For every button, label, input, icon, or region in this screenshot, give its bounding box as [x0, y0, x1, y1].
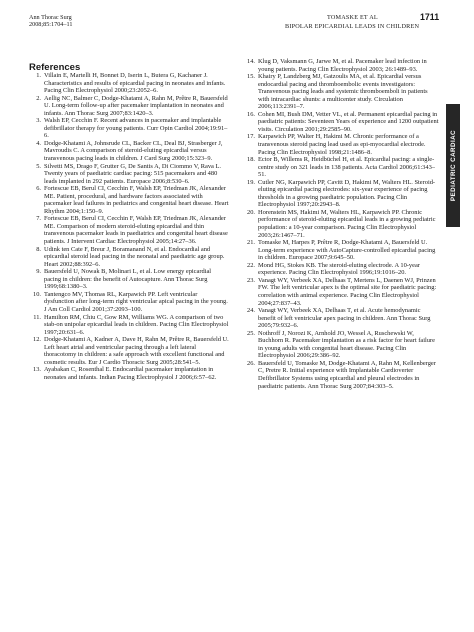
reference-item [29, 95, 229, 118]
running-title: BIPOLAR EPICARDIAL LEADS IN CHILDREN [285, 23, 420, 30]
reference-number: 8. [36, 245, 41, 253]
reference-number: 1. [36, 72, 41, 79]
reference-item [29, 140, 229, 163]
reference-text: Tomaske M, Harpes P, Prêtre R, Dodge-Khatami A, Bauersfeld U. Long-term experience with AutoCapture-controlled epicardial pacing in children. Europace 2007;9:645–50. [258, 239, 436, 262]
reference-text: Bauersfeld U, Nowak B, Molinari L, et al. Low energy epicardial pacing in children: the benefit of Autocapture. Ann Thorac Surg 1999;68:1380–3. [44, 268, 212, 291]
reference-number: 22. [247, 261, 255, 269]
reference-item [243, 360, 439, 390]
reference-item [243, 209, 439, 239]
reference-number: 9. [36, 268, 41, 276]
reference-text: Fortescue EB, Berul CI, Cecchin F, Walsh EP, Triedman JK, Alexander ME. Comparison of modern steroid-eluting epicardial and thin transvenous pacemaker leads in paediatrics and congenital heart disease patients. J Intervent Cardiac Electrophysiol 2005;14:27–36. [44, 215, 228, 246]
reference-text: Klug D, Vaksmann G, Jarwe M, et al. Pacemaker lead infection in young patients. Pacing Clin Electrophysiol 2003; 26:1489–93. [258, 58, 427, 73]
reference-item [29, 185, 229, 215]
reference-item [29, 246, 229, 269]
reference-number: 15. [247, 73, 255, 81]
reference-number: 18. [247, 156, 255, 164]
reference-text: Khairy P, Landzberg MJ, Gatzoulis MA, et al. Epicardial versus endocardial pacing and thromboembolic events investigators: Transvenous pacing leads and systemic thromboemboli in patients with intracardiac shunts: a multicenter study. Circulation 2006;113:2391–7. [258, 73, 428, 111]
reference-item [29, 215, 229, 245]
section-side-tab [446, 104, 460, 227]
reference-number: 19. [247, 178, 255, 186]
reference-text: Tantengco MV, Thomas RL, Karpawich PP. Left ventricular dysfunction after long-term right ventricular apical pacing in the young. J Am Coll Cardiol 2001;37:2093–100. [44, 290, 228, 313]
reference-text: Vanagt WY, Verbeek XA, Delhaas T, et al. Acute hemodynamic benefit of left ventricular apex pacing in children. Ann Thorac Surg 2005;79:932–6. [258, 307, 431, 330]
reference-text: Walsh EP, Cecchin F. Recent advances in pacemaker and implantable defibrillator therapy for young patients. Curr Opin Cardiol 2004;19:91–6. [44, 117, 228, 140]
references-heading: References [29, 62, 81, 73]
references-list-right [243, 58, 439, 390]
reference-item [243, 239, 439, 262]
reference-text: Hamilton RM, Chiu C, Gow RM, Williams WG. A comparison of two stab-on unipolar epicardial leads in children. Pacing Clin Electrophysiol 1997;20:631–6. [44, 313, 229, 336]
reference-item [243, 133, 439, 156]
reference-number: 4. [36, 139, 41, 147]
reference-number: 24. [247, 307, 255, 315]
reference-item [29, 163, 229, 186]
reference-text: Villain E, Martelli H, Bonnet D, Iserin L, Butera G, Kachaner J. Characteristics and results of epicardial pacing in neonates and infants. Pacing Clin Electrophysiol 2000;23:2052–6. [44, 72, 226, 95]
reference-item [243, 58, 439, 73]
reference-item [29, 336, 229, 366]
journal-header [29, 14, 72, 28]
reference-item [243, 179, 439, 209]
reference-number: 2. [36, 94, 41, 102]
reference-text: Cohen MI, Bush DM, Vetter VL, et al. Permanent epicardial pacing in paediatric patients: Seventeen Years of experience and 1200 outpatient visits. Circulation 2001;29:2585–90. [258, 110, 439, 133]
reference-number: 25. [247, 329, 255, 337]
reference-text: Mond HG, Stokes KB. The steroid-eluting electrode. A 10-year experience. Pacing Clin Electrophysiol 1996;19:1016–20. [258, 261, 420, 277]
reference-number: 13. [33, 366, 41, 374]
reference-number: 14. [247, 58, 255, 65]
reference-text: Karpawich PP, Walter H, Hakimi M. Chronic performance of a transvenous steroid pacing lead used as epi-myocardial electrode. Pacing Clin Electrophysiol 1998;21:1486–8. [258, 133, 426, 156]
reference-item [29, 117, 229, 140]
reference-number: 11. [33, 313, 41, 321]
reference-text: Nothroff J, Norozi K, Arnhold JO, Wessel A, Ruschewski W, Buchhorn R. Pacemaker implantation as a risk factor for heart failure in young adults with congenital heart disease. Pacing Clin Electrophysiol 2006;29:386–92. [258, 329, 435, 360]
page-number: 1711 [420, 12, 440, 22]
reference-item [243, 277, 439, 307]
reference-number: 21. [247, 239, 255, 247]
reference-item [243, 262, 439, 277]
journal-citation: 2008;85:1704–11 [29, 21, 73, 29]
reference-text: Dodge-Khatami A, Kadner A, Dave H, Rahn M, Prêtre R, Bauersfeld U. Left heart atrial and ventricular pacing through a left lateral thoracotomy in children: a safe approach with excellent functional and cosmetic results. Eur J Cardio Thoracic Surg 2005;28:541–5. [44, 336, 229, 366]
reference-text: Ayabakan C, Rosenthal E. Endocardial pacemaker implantation in neonates and infants. Indian Pacing Electrophysiol J 2006;6:57–62. [44, 366, 217, 381]
reference-item [29, 314, 229, 337]
reference-text: Cutler NG, Karpawich PP, Cavitt D, Hakimi M, Walters HL. Steroid-eluting epicardial pacing electrodes: six-year experience of pacing thresholds in a growing paediatric population. Pacing Clin Electrophysiol 1997;20:2943–8. [258, 178, 436, 209]
authors-header: TOMASKE ET AL [327, 14, 378, 21]
reference-text: Silvetti MS, Drago F, Grutter G, De Santis A, Di Ciommo V, Rava L. Twenty years of paediatric cardiac pacing: 515 pacemakers and 480 leads implanted in 292 patients. Europace 2006;8:530–6. [44, 162, 221, 185]
reference-text: Dodge-Khatami A, Johnsrude CL, Backer CL, Deal BJ, Strasberger J, Mavroudis C. A comparison of steroid-eluting epicardial versus transvenous pacing leads in children. J Card Surg 2000;15:323–9. [44, 139, 223, 163]
reference-number: 7. [36, 215, 41, 223]
reference-text: Fortescue EB, Berul CI, Cecchin F, Walsh EP, Triedman JK, Alexander ME. Patient, procedural, and hardware factors associated with pacemaker lead failures in pediatrics and congenital heart disease. Heart Rhythm 2004;1:150–9. [44, 185, 229, 215]
reference-number: 17. [247, 133, 255, 141]
reference-item [29, 366, 229, 381]
reference-item [29, 291, 229, 314]
journal-name: Ann Thorac Surg [29, 14, 72, 21]
reference-number: 23. [247, 276, 255, 284]
reference-item [29, 72, 229, 95]
reference-text: Ector B, Willems R, Heidbüchel H, et al. Epicardial pacing: a single-centre study on 321 leads in 138 patients. Acta Cardiol 2006;61:343–51. [258, 156, 435, 179]
reference-number: 3. [36, 117, 41, 125]
reference-item [243, 307, 439, 330]
references-list-left [29, 72, 229, 381]
reference-item [243, 156, 439, 179]
reference-item [243, 73, 439, 111]
reference-number: 6. [36, 185, 41, 193]
reference-item [243, 330, 439, 360]
reference-text: Bauersfeld U, Tomaske M, Dodge-Khatami A, Rahn M, Kellenberger C, Pretre R. Initial experience with Implantable Cardioverter Defibrillator Systems using epicardial and pleural electrodes in paediatric patients. Ann Thorac Surg 2007;84:303–5. [258, 359, 436, 390]
reference-number: 12. [33, 336, 41, 344]
reference-number: 26. [247, 359, 255, 367]
reference-item [243, 111, 439, 134]
reference-text: Horenstein MS, Hakimi M, Walters HL, Karpawich PP. Chronic performance of steroid-eluting epicardial leads in a growing pediatric population: a 10-year comparison. Pacing Clin Electrophysiol 2003;26:1467–71. [258, 208, 436, 239]
side-tab-label: PEDIATRIC CARDIAC [449, 129, 457, 202]
reference-text: Vanagt WY, Verbeek XA, Delhaas T, Mertens L, Daenen WJ, Prinzen FW. The left ventricular apex is the optimal site for paediatric pacing: correlation with animal experience. Pacing Clin Electrophysiol 2004;27:837–43. [258, 276, 437, 307]
reference-number: 16. [247, 110, 255, 118]
reference-text: Aellig NC, Balmer C, Dodge-Khatami A, Rahn M, Prêtre R, Bauersfeld U. Long-term follow-up after pacemaker implantation in neonates and infants. Ann Thorac Surg 2007;83:1420–3. [44, 94, 228, 117]
reference-number: 20. [247, 208, 255, 216]
reference-number: 10. [33, 290, 41, 298]
reference-number: 5. [36, 162, 41, 170]
reference-text: Udink ten Cate F, Breur J, Boramanand N, et al. Endocardial and epicardial steroid lead pacing in the neonatal and paediatric age group. Heart 2002;88:392–6. [44, 245, 225, 268]
reference-item [29, 268, 229, 291]
